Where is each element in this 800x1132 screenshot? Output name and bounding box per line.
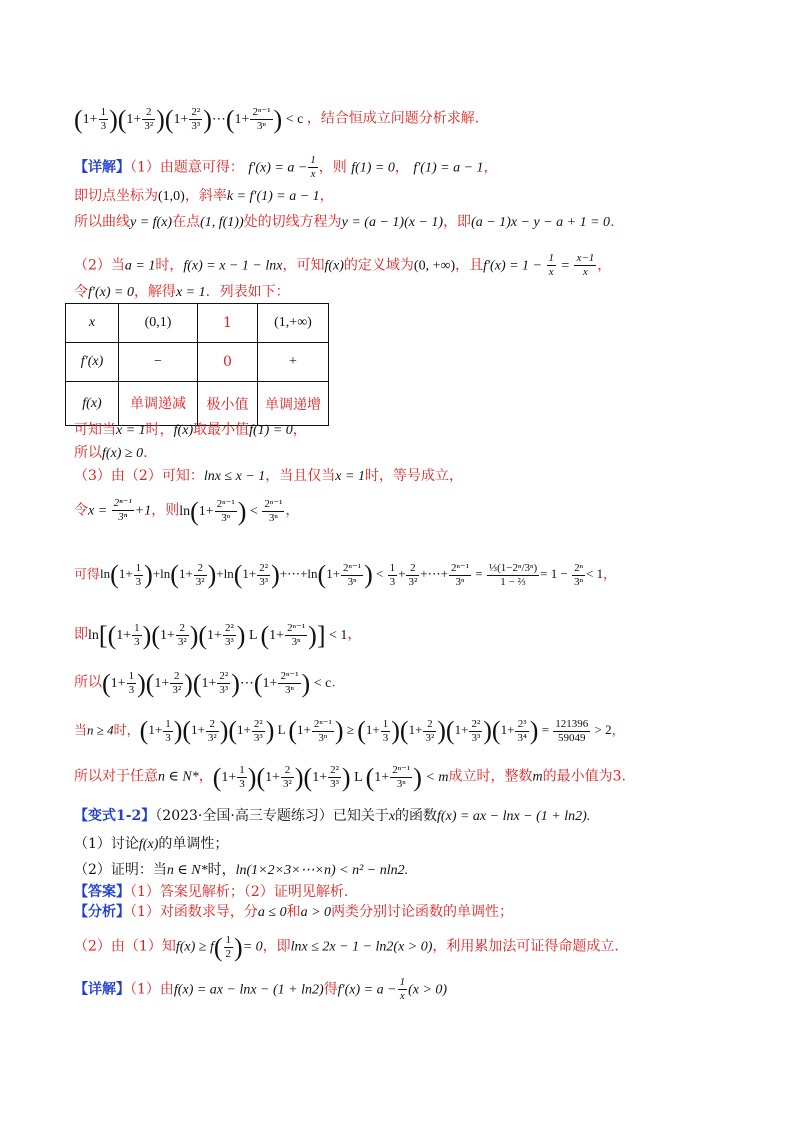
variation-header — [74, 806, 590, 827]
text: 可得 — [74, 567, 101, 583]
formula: < 1 — [328, 627, 348, 643]
detail-line-10: 可得ln(1+ $\frac{1}{3}$ )+ln(1+ $\frac{2}{\text{3²}}$ )+ln(1+ $\frac{\text{2²}}{\text{3³}}$ )+⋯+ln(1+ $\frac{\text{2ⁿ⁻¹}}{\text{3ⁿ}}$ ) < $\frac{1}{3}$ + $\frac{2}{\text{3²}}$ +⋯+ $\frac{\text{2ⁿ⁻¹}}{\text{3ⁿ}}$ = $\frac{\text{⅓(1−2ⁿ/3ⁿ)}}{\text{1 − ⅔}}$ = 1 − $\frac{\text{2ⁿ}}{\text{3ⁿ}}$ < 1， — [74, 560, 617, 590]
tag-answer: 【答案】 — [74, 884, 130, 900]
table-cell: f(x) — [66, 382, 119, 426]
text: 时， — [155, 257, 184, 274]
formula: (1, f(1)) — [200, 215, 244, 230]
formula: f′(x) = 0 — [88, 285, 134, 300]
formula: f(1) = 0 — [351, 160, 395, 176]
text: 即 — [74, 626, 88, 643]
text: ，即 — [443, 214, 472, 230]
formula: f′(x) = a − — [337, 982, 397, 998]
text: 成立时，整数 — [448, 768, 533, 785]
formula: a ≤ 0 — [257, 905, 287, 920]
text: 取最小值 — [193, 422, 250, 438]
text: 所以 — [74, 445, 102, 461]
detail-line-3: 所以曲线y = f(x)在点(1, f(1))处的切线方程为y = (a − 1)(x − 1)，即(a − 1)x − y − a + 1 = 0. — [74, 214, 615, 230]
text: 的定义域为 — [343, 257, 414, 274]
formula: n ∈ N* — [166, 863, 208, 878]
formula: > 2 — [594, 722, 612, 738]
formula: x = 1 — [175, 285, 206, 300]
text: ，解得 — [133, 284, 176, 300]
formula: lnx ≤ x − 1 — [203, 469, 266, 484]
variation-table — [65, 303, 329, 426]
table-row — [66, 304, 329, 343]
formula: a = 1 — [124, 258, 156, 274]
text: 时， — [207, 862, 236, 878]
formula: n ∈ N* — [158, 769, 199, 785]
text: 所以 — [74, 674, 102, 691]
detail-line-6: 可知当x = 1时，f(x)取最小值f(1) = 0， — [74, 422, 307, 438]
text: ，则 — [318, 159, 347, 176]
text: 的最小值为3. — [542, 768, 626, 785]
formula: f(x) = x − 1 − lnx — [183, 258, 283, 274]
formula: (1,0) — [158, 189, 185, 204]
text: 的函数 — [395, 808, 438, 824]
product-expression-line — [74, 106, 479, 133]
text: 时， — [145, 422, 174, 438]
log-sum: ln(1+ $\frac{1}{3}$ )+ln(1+ $\frac{2}{\text{3²}}$ )+ln(1+ $\frac{\text{2²}}{\text{3³}}$ )+⋯+ln(1+ $\frac{\text{2ⁿ⁻¹}}{\text{3ⁿ}}$ ) < $\frac{1}{3}$ + $\frac{2}{\text{3²}}$ +⋯+ $\frac{\text{2ⁿ⁻¹}}{\text{3ⁿ}}$ = $\frac{\text{⅓(1−2ⁿ/3ⁿ)}}{\text{1 − ⅔}}$ = 1 − $\frac{\text{2ⁿ}}{\text{3ⁿ}}$ < 1 — [100, 560, 604, 590]
product-expression: (1+ $\frac{1}{3}$ )(1+ $\frac{2}{\text{3²}}$ )(1+ $\frac{\text{2²}}{\text{3³}}$ )⋯(1+ $\frac{\text{2ⁿ⁻¹}}{\text{3ⁿ}}$ ) < c — [74, 104, 307, 134]
analysis-line-1 — [74, 902, 513, 923]
formula: < 1 — [586, 566, 604, 582]
formula: f(x) = ax − lnx − (1 + ln2). — [437, 809, 591, 824]
formula: f(x) — [173, 423, 194, 438]
text: 令 — [74, 502, 88, 519]
formula: < c — [313, 675, 332, 691]
answer-line — [74, 882, 348, 902]
formula: = 0 — [242, 939, 263, 955]
text: （1）对函数求导，分 — [130, 904, 258, 920]
formula: f(x) ≥ f — [175, 939, 214, 955]
formula: (x > 0) — [408, 982, 448, 998]
formula: 121396 — [555, 718, 589, 730]
table-cell: + — [258, 343, 329, 382]
formula: f′(x) = a − — [248, 160, 308, 176]
text: 的单调性； — [158, 836, 229, 852]
text: ，当且仅当 — [265, 468, 336, 484]
text: ，可知 — [282, 257, 325, 274]
text: 当 — [74, 723, 88, 739]
text: ，则 — [151, 502, 180, 519]
text: ，斜率 — [184, 188, 227, 204]
formula: (a − 1)x − y − a + 1 = 0 — [471, 215, 611, 230]
formula: x — [388, 809, 396, 824]
tag-analysis: 【分析】 — [74, 904, 130, 920]
text: 所以对于任意 — [74, 768, 158, 785]
detail-line-4: （2）当a = 1时，f(x) = x − 1 − lnx，可知f(x)的定义域为(0, +∞)，且f′(x) = 1 − $\frac{1}{x}$ = $\frac{x-1}{x}$ ， — [74, 252, 612, 278]
detail-line-13: 当n ≥ 4时，(1+ $\frac{1}{3}$ )(1+ $\frac{2}{\text{3²}}$ )(1+ $\frac{\text{2²}}{\text{3³}}$ ) L (1+ $\frac{\text{2ⁿ⁻¹}}{\text{3ⁿ}}$ ) ≥ (1+ $\frac{1}{3}$ )(1+ $\frac{2}{\text{3²}}$ )(1+ $\frac{\text{2²}}{\text{3³}}$ )(1+ $\frac{\text{2³}}{\text{3⁴}}$ ) = $\frac{121396}{59049}$ > 2， — [74, 716, 625, 746]
text: 可知当 — [74, 422, 116, 438]
table-cell: 0 — [198, 343, 258, 382]
text: （2）证明：当 — [74, 862, 167, 878]
text: ，结合恒成立问题分析求解. — [306, 110, 480, 127]
detail-line-12: 所以(1+ $\frac{1}{3}$ )(1+ $\frac{2}{\text{3²}}$ )(1+ $\frac{\text{2²}}{\text{3³}}$ )⋯(1+ $\frac{\text{2ⁿ⁻¹}}{\text{3ⁿ}}$ ) < c. — [74, 668, 336, 698]
text: 得 — [323, 981, 338, 998]
formula: x = 1 — [116, 423, 146, 438]
formula: f(x) — [324, 258, 344, 274]
text: ，即 — [262, 938, 291, 955]
table-cell: 单调递减 — [119, 382, 198, 426]
formula: f(x) — [138, 837, 159, 852]
text: （2023·全国·高三专题练习）已知关于 — [155, 808, 389, 824]
table-row — [66, 382, 329, 426]
text: （1）由 — [130, 981, 174, 998]
table-cell: f′(x) — [66, 343, 119, 382]
table-cell: (0,1) — [119, 304, 198, 343]
tag-detail-2: 【详解】 — [74, 981, 130, 998]
text: 在点 — [172, 214, 201, 230]
text: 时，等号成立， — [364, 468, 463, 484]
detail-line-8 — [74, 466, 463, 487]
detail-line-11: 即ln[(1+ $\frac{1}{3}$ )(1+ $\frac{2}{\text{3²}}$ )(1+ $\frac{\text{2²}}{\text{3³}}$ ) L (1+ $\frac{\text{2ⁿ⁻¹}}{\text{3ⁿ}}$ )] < 1， — [74, 620, 362, 650]
text: 所以曲线 — [74, 214, 130, 230]
text: 处的切线方程为 — [243, 214, 342, 230]
question-1 — [74, 834, 228, 855]
formula: = 1 − — [540, 566, 572, 582]
detail-line-2: 即切点坐标为(1,0)，斜率k = f′(1) = a − 1， — [74, 188, 334, 204]
text: （3）由（2）可知： — [74, 468, 204, 484]
formula: x = 1 — [335, 469, 365, 484]
text: 两类分别讨论函数的单调性； — [331, 904, 514, 920]
text: ，且 — [455, 257, 484, 274]
formula: 59049 — [558, 732, 586, 744]
fraction: $\frac{1}{x}$ — [310, 154, 316, 180]
detail-line-1: 【详解】（1）由题意可得： f′(x) = a − $\frac{1}{x}$ ，则 f(1) = 0， f′(1) = a − 1， — [74, 154, 498, 180]
text: 和 — [286, 904, 301, 920]
text: ．列表如下： — [205, 284, 290, 300]
table-cell: 极小值 — [198, 382, 258, 426]
table-cell: − — [119, 343, 198, 382]
formula: y = f(x) — [130, 215, 173, 230]
formula: f(1) = 0 — [249, 423, 293, 438]
text: （1）由题意可得： — [130, 159, 244, 176]
table-cell: 单调递增 — [258, 382, 329, 426]
formula: m — [532, 769, 543, 785]
tag-detail: 【详解】 — [74, 159, 130, 176]
formula: < m — [425, 769, 449, 785]
detail-line-7: 所以f(x) ≥ 0. — [74, 445, 148, 461]
detail-line-5 — [74, 282, 290, 303]
text: 时， — [113, 723, 140, 739]
table-row — [66, 343, 329, 382]
formula: f′(1) = a − 1 — [413, 160, 484, 176]
text: （1）讨论 — [74, 836, 139, 852]
formula: a > 0 — [300, 905, 332, 920]
text: 令 — [74, 284, 88, 300]
formula: y = (a − 1)(x − 1) — [341, 215, 444, 230]
table-cell: 1 — [198, 304, 258, 343]
detail-line-9: 令x = $\frac{\text{2ⁿ⁻¹}}{\text{3ⁿ}}$ +1，则ln(1+ $\frac{\text{2ⁿ⁻¹}}{\text{3ⁿ}}$ ) < $\frac{\text{2ⁿ⁻¹}}{\text{3ⁿ}}$ ， — [74, 496, 300, 526]
analysis-line-2: （2）由（1）知f(x) ≥ f( $\frac{1}{2}$ )= 0，即lnx ≤ 2x − 1 − ln2(x > 0)，利用累加法可证得命题成立. — [74, 932, 619, 962]
detail-line-15: 【详解】（1）由f(x) = ax − lnx − (1 + ln2)得f′(x) = a − $\frac{1}{x}$ (x > 0) — [74, 976, 448, 1002]
formula: f(x) ≥ 0 — [102, 446, 144, 461]
table-cell: (1,+∞) — [258, 304, 329, 343]
tag-variation: 【变式1-2】 — [74, 808, 156, 824]
question-2 — [74, 860, 408, 881]
text: （2）当 — [74, 257, 125, 274]
formula: (0, +∞) — [413, 258, 456, 274]
formula: lnx ≤ 2x − 1 − ln2(x > 0) — [290, 939, 433, 955]
formula: f(x) = ax − lnx − (1 + ln2) — [173, 982, 324, 998]
formula: ln(1×2×3×⋯×n) < n² − nln2. — [235, 863, 409, 878]
text: ， — [198, 768, 213, 785]
table-cell: x — [66, 304, 119, 343]
text: 即切点坐标为 — [74, 188, 158, 204]
text: （2）由（1）知 — [74, 938, 176, 955]
detail-line-14: 所以对于任意n ∈ N*，(1+ $\frac{1}{3}$ )(1+ $\frac{2}{\text{3²}}$ )(1+ $\frac{\text{2²}}{\text{3³}}$ ) L (1+ $\frac{\text{2ⁿ⁻¹}}{\text{3ⁿ}}$ ) < m成立时，整数m的最小值为3. — [74, 762, 626, 792]
formula: k = f′(1) = a − 1 — [226, 189, 320, 204]
formula: n ≥ 4 — [87, 722, 114, 738]
text: ，利用累加法可证得命题成立. — [432, 938, 619, 955]
text: （1）答案见解析；（2）证明见解析. — [130, 884, 349, 900]
